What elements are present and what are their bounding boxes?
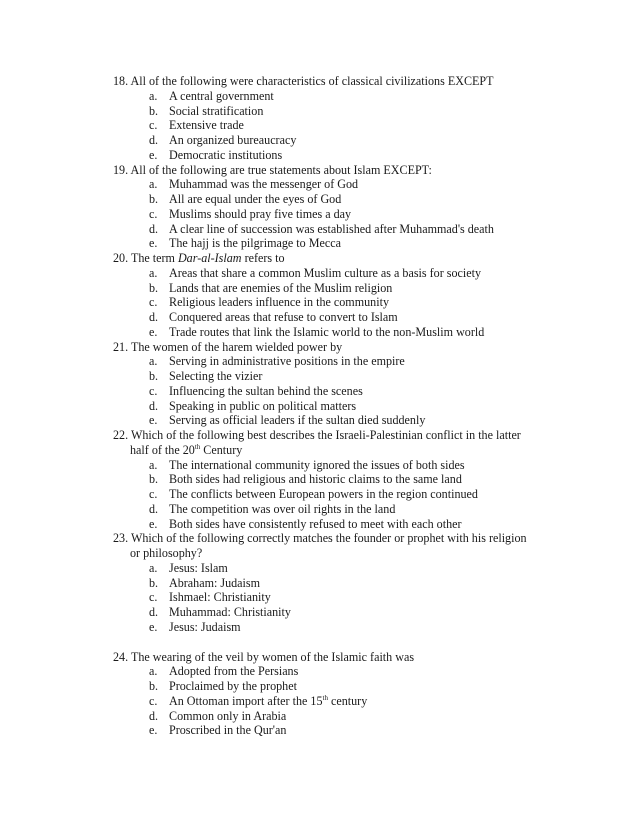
- option-item: [113, 590, 533, 605]
- option-text: Proclaimed by the prophet: [169, 679, 297, 693]
- option-item: [113, 709, 533, 724]
- option-letter: b.: [149, 679, 159, 693]
- question-stem: [113, 163, 533, 178]
- option-letter: e.: [149, 516, 158, 531]
- option-letter: b.: [149, 192, 159, 206]
- option-item: [113, 487, 533, 502]
- option-item: [113, 694, 533, 709]
- option-letter: b.: [149, 369, 159, 383]
- option-letter: c.: [149, 487, 158, 501]
- option-item: [113, 679, 533, 694]
- option-letter: d.: [149, 398, 159, 413]
- option-list: [113, 354, 533, 428]
- option-item: [113, 399, 533, 414]
- question-stem: [113, 650, 533, 665]
- question-stem: [113, 74, 533, 89]
- option-text: Proscribed in the Qur'an: [169, 723, 287, 738]
- option-text: Lands that are enemies of the Muslim religion: [169, 280, 393, 295]
- option-letter: c.: [149, 118, 158, 133]
- option-item: [113, 561, 533, 576]
- option-letter: d.: [149, 605, 159, 619]
- option-letter: e.: [149, 619, 158, 634]
- question-text: All of the following are true statements about Islam EXCEPT:: [130, 162, 432, 177]
- option-letter: b.: [149, 280, 159, 295]
- option-text-after: century: [327, 693, 368, 708]
- option-item: [113, 723, 533, 738]
- option-item: [113, 384, 533, 399]
- option-letter: c.: [149, 206, 158, 221]
- question-number: 23.: [113, 531, 129, 546]
- option-text: Muslims should pray five times a day: [169, 206, 352, 221]
- option-item: [113, 207, 533, 222]
- option-item: [113, 148, 533, 163]
- option-text: The international community ignored the issues of both sides: [169, 457, 465, 472]
- option-text: Influencing the sultan behind the scenes: [169, 383, 363, 398]
- option-item: [113, 664, 533, 679]
- option-text: Serving as official leaders if the sultan died suddenly: [169, 413, 426, 428]
- option-item: [113, 502, 533, 517]
- question-24: [113, 650, 533, 739]
- option-letter: e.: [149, 413, 158, 428]
- option-letter: d.: [149, 501, 159, 516]
- option-text: Adopted from the Persians: [169, 664, 299, 679]
- option-item: [113, 177, 533, 192]
- option-list: [113, 89, 533, 163]
- option-letter: a.: [149, 560, 158, 575]
- question-number: 21.: [113, 339, 129, 354]
- option-letter: d.: [149, 221, 159, 236]
- question-text-after: refers to: [241, 251, 285, 265]
- option-letter: a.: [149, 664, 158, 679]
- question-number: 19.: [113, 162, 129, 177]
- option-text: Trade routes that link the Islamic world to the non-Muslim world: [169, 324, 485, 339]
- option-text: Democratic institutions: [169, 147, 283, 162]
- option-list: [113, 561, 533, 635]
- option-list: [113, 177, 533, 251]
- option-item: [113, 89, 533, 104]
- option-text: An organized bureaucracy: [169, 133, 297, 147]
- option-text: Both sides had religious and historic claims to the same land: [169, 472, 462, 487]
- option-text: Areas that share a common Muslim culture as a basis for society: [169, 265, 481, 280]
- option-item: [113, 118, 533, 133]
- question-text-before: Which of the following best describes the Israeli-Palestinian conflict in the latter half of the 20: [130, 428, 521, 457]
- option-letter: a.: [149, 354, 158, 369]
- option-text: Muhammad was the messenger of God: [169, 177, 359, 192]
- question-text: Which of the following correctly matches the founder or prophet with his religion or philosophy?: [130, 531, 527, 560]
- option-letter: a.: [149, 457, 158, 472]
- quiz-page: [113, 74, 533, 738]
- option-item: [113, 104, 533, 119]
- question-stem: [113, 251, 533, 266]
- option-letter: c.: [149, 295, 158, 310]
- option-text-before: An Ottoman import after the 15: [169, 693, 323, 708]
- option-text: Speaking in public on political matters: [169, 398, 357, 413]
- option-list: [113, 664, 533, 738]
- option-item: [113, 325, 533, 340]
- option-letter: b.: [149, 472, 159, 487]
- option-item: [113, 620, 533, 635]
- question-number: 22.: [113, 428, 129, 442]
- option-text: A clear line of succession was established after Muhammad's death: [169, 221, 494, 236]
- option-text: The conflicts between European powers in the region continued: [169, 487, 478, 501]
- option-item: [113, 281, 533, 296]
- option-text: Serving in administrative positions in the empire: [169, 354, 405, 369]
- option-letter: b.: [149, 575, 159, 590]
- question-stem: [113, 340, 533, 355]
- question-number: 20.: [113, 251, 129, 265]
- option-letter: e.: [149, 324, 158, 339]
- option-item: [113, 236, 533, 251]
- question-19: [113, 163, 533, 252]
- ordinal-superscript: th: [322, 693, 328, 702]
- option-text: All are equal under the eyes of God: [169, 192, 342, 206]
- option-item: [113, 310, 533, 325]
- question-term-italic: Dar-al-Islam: [177, 251, 242, 265]
- option-letter: d.: [149, 708, 159, 723]
- option-item: [113, 354, 533, 369]
- option-text: A central government: [169, 88, 274, 103]
- option-text: Jesus: Judaism: [169, 619, 241, 634]
- question-21: [113, 340, 533, 429]
- question-number: 18.: [113, 74, 129, 88]
- option-letter: e.: [149, 236, 158, 251]
- option-item: [113, 266, 533, 281]
- option-item: [113, 517, 533, 532]
- option-letter: c.: [149, 383, 158, 398]
- question-20: [113, 251, 533, 340]
- option-letter: c.: [149, 590, 158, 605]
- option-text: The competition was over oil rights in the land: [169, 501, 396, 516]
- question-23: [113, 531, 533, 634]
- option-item: [113, 472, 533, 487]
- option-letter: c.: [149, 693, 158, 708]
- option-letter: d.: [149, 133, 159, 147]
- option-letter: e.: [149, 723, 158, 738]
- option-item: [113, 222, 533, 237]
- option-text: Both sides have consistently refused to meet with each other: [169, 516, 462, 531]
- question-number: 24.: [113, 649, 129, 664]
- option-letter: a.: [149, 88, 158, 103]
- option-letter: d.: [149, 310, 159, 324]
- question-text-after: Century: [200, 442, 243, 457]
- option-text: The hajj is the pilgrimage to Mecca: [169, 236, 341, 251]
- option-item: [113, 369, 533, 384]
- option-item: [113, 458, 533, 473]
- option-letter: e.: [149, 147, 158, 162]
- option-text: Common only in Arabia: [169, 708, 287, 723]
- option-item: [113, 605, 533, 620]
- question-stem: [113, 428, 533, 458]
- question-22: [113, 428, 533, 531]
- option-item: [113, 133, 533, 148]
- question-text: All of the following were characteristics of classical civilizations EXCEPT: [130, 74, 494, 88]
- option-list: [113, 458, 533, 532]
- option-text: Extensive trade: [169, 118, 244, 133]
- option-text: Muhammad: Christianity: [169, 605, 291, 619]
- option-item: [113, 413, 533, 428]
- option-item: [113, 192, 533, 207]
- option-text: Ishmael: Christianity: [169, 590, 271, 605]
- option-text: Religious leaders influence in the community: [169, 295, 389, 310]
- question-18: [113, 74, 533, 163]
- question-text: The wearing of the veil by women of the Islamic faith was: [130, 649, 415, 664]
- ordinal-superscript: th: [194, 442, 201, 451]
- option-text: Conquered areas that refuse to convert to Islam: [169, 310, 398, 324]
- option-item: [113, 576, 533, 591]
- option-letter: b.: [149, 103, 159, 118]
- option-text: Social stratification: [169, 103, 264, 118]
- option-text: Jesus: Islam: [169, 560, 228, 575]
- option-letter: a.: [149, 177, 158, 192]
- option-list: [113, 266, 533, 340]
- question-stem: [113, 531, 533, 561]
- option-text: Selecting the vizier: [169, 369, 263, 383]
- option-letter: a.: [149, 265, 158, 280]
- question-text: The women of the harem wielded power by: [130, 339, 343, 354]
- option-item: [113, 295, 533, 310]
- option-text: Abraham: Judaism: [169, 575, 261, 590]
- question-text-before: The term: [130, 251, 178, 265]
